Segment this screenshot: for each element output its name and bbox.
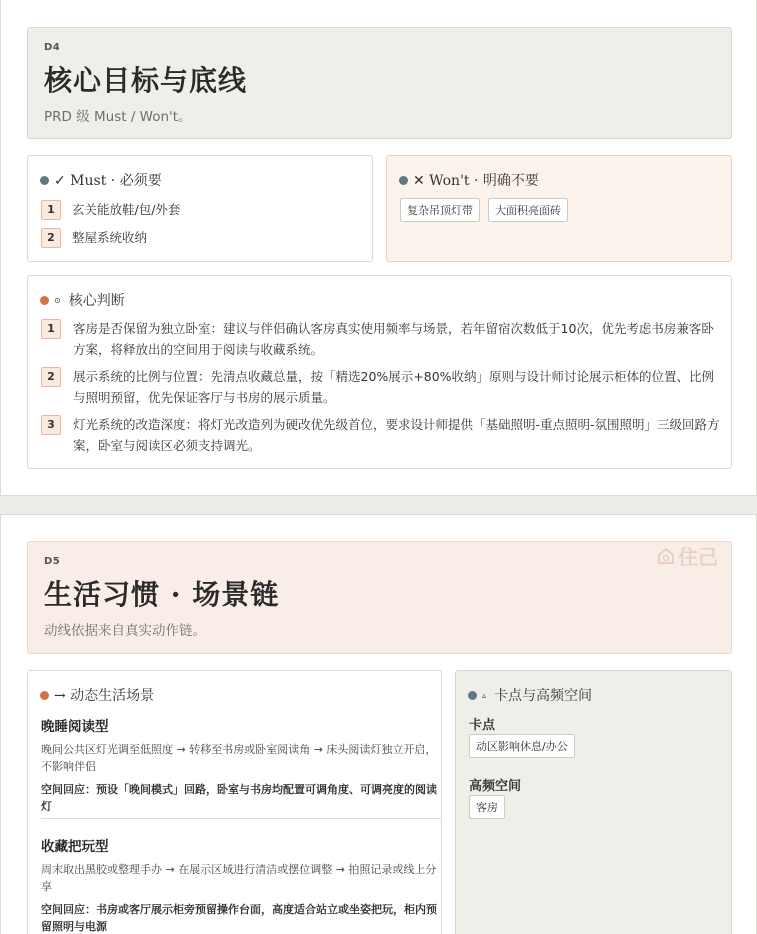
freq-label: 高频空间	[469, 779, 522, 794]
core-card-title	[40, 290, 125, 310]
pain-chip: 动区影响休息/办公	[469, 734, 575, 758]
d4-header	[27, 27, 732, 139]
scene-flow: 晚间公共区灯光调至低照度 → 转移至书房或卧室阅读角 → 床头阅读灯独立开启，不影响伴侣	[41, 743, 437, 773]
item-text: 客房是否保留为独立卧室：建议与伴侣确认客房真实使用频率与场景，若年留宿次数低于10次，优先考虑书房兼客卧方案，将释放出的空间用于阅读与收藏系统。	[73, 321, 714, 357]
list-item	[41, 199, 180, 220]
must-card	[27, 155, 373, 262]
scenes-title-text: → 动态生活场景	[54, 688, 155, 704]
wont-chip: 大面积亮面砖	[488, 198, 568, 222]
list-item	[41, 318, 721, 360]
section-tag: D4	[44, 42, 61, 53]
core-judgement-card	[27, 275, 732, 469]
scene-flow: 周末取出黑胶或整理手办 → 在展示区域进行清洁或摆位调整 → 拍照记录或线上分享	[41, 863, 437, 893]
list-item	[41, 366, 721, 408]
item-text: 灯光系统的改造深度：将灯光改造列为硬改优先级首位，要求设计师提供「基础照明-重点照明-氛围照明」三级回路方案，卧室与阅读区必须支持调光。	[73, 417, 720, 453]
item-number-badge: 1	[41, 319, 61, 339]
section-d5	[0, 514, 757, 934]
freq-chip: 客房	[469, 795, 505, 819]
circle-mark-icon: ⊙	[54, 295, 61, 305]
item-text: 展示系统的比例与位置：先清点收藏总量，按「精选20%展示+80%收纳」原则与设计师讨论展示柜体的位置、比例与照明预留，优先保证客厅与书房的展示质量。	[73, 369, 715, 405]
section-subtitle: 动线依据来自真实动作链。	[44, 623, 206, 639]
item-number-badge: 2	[41, 228, 61, 248]
scene-heading: 收藏把玩型	[41, 839, 109, 855]
pain-label: 卡点	[469, 718, 496, 733]
section-subtitle: PRD 级 Must / Won't。	[44, 109, 192, 125]
core-title-text: 核心判断	[68, 293, 125, 309]
house-logo-icon	[656, 546, 676, 566]
section-title: 生活习惯 · 场景链	[44, 578, 280, 611]
divider	[41, 818, 441, 819]
scene-heading: 晚睡阅读型	[41, 719, 109, 735]
pain-title-text: 卡点与高频空间	[494, 688, 593, 704]
brand-watermark	[656, 541, 718, 570]
list-item	[41, 414, 721, 456]
triangle-mark-icon: ▵	[482, 690, 487, 700]
must-title-text: ✓ Must · 必须要	[54, 173, 162, 189]
scene-block	[41, 715, 441, 815]
item-number-badge: 1	[41, 200, 61, 220]
must-card-title	[40, 170, 162, 190]
scenes-card-title	[40, 685, 154, 705]
pain-card-title	[468, 685, 592, 705]
bullet-dot-icon	[40, 296, 49, 305]
wont-card-title	[399, 170, 539, 190]
scene-response: 空间回应：预设「晚间模式」回路，卧室与书房均配置可调角度、可调亮度的阅读灯	[41, 783, 437, 813]
bullet-dot-icon	[40, 176, 49, 185]
item-text: 整屋系统收纳	[72, 230, 148, 245]
bullet-dot-icon	[40, 691, 49, 700]
item-text: 玄关能放鞋/包/外套	[72, 202, 181, 217]
list-item	[41, 227, 147, 248]
wont-chip: 复杂吊顶灯带	[400, 198, 480, 222]
watermark-text: 住己	[678, 545, 718, 569]
scene-block	[41, 835, 441, 934]
pain-points-card	[455, 670, 732, 934]
item-number-badge: 2	[41, 367, 61, 387]
wont-card	[386, 155, 732, 262]
bullet-dot-icon	[468, 691, 477, 700]
wont-title-text: ✕ Won't · 明确不要	[413, 173, 539, 189]
section-title: 核心目标与底线	[44, 64, 248, 97]
scene-response: 空间回应：书房或客厅展示柜旁预留操作台面，高度适合站立或坐姿把玩，柜内预留照明与电源	[41, 903, 437, 933]
item-number-badge: 3	[41, 415, 61, 435]
d5-header	[27, 541, 732, 654]
life-scenes-card	[27, 670, 442, 934]
bullet-dot-icon	[399, 176, 408, 185]
section-tag: D5	[44, 556, 61, 567]
